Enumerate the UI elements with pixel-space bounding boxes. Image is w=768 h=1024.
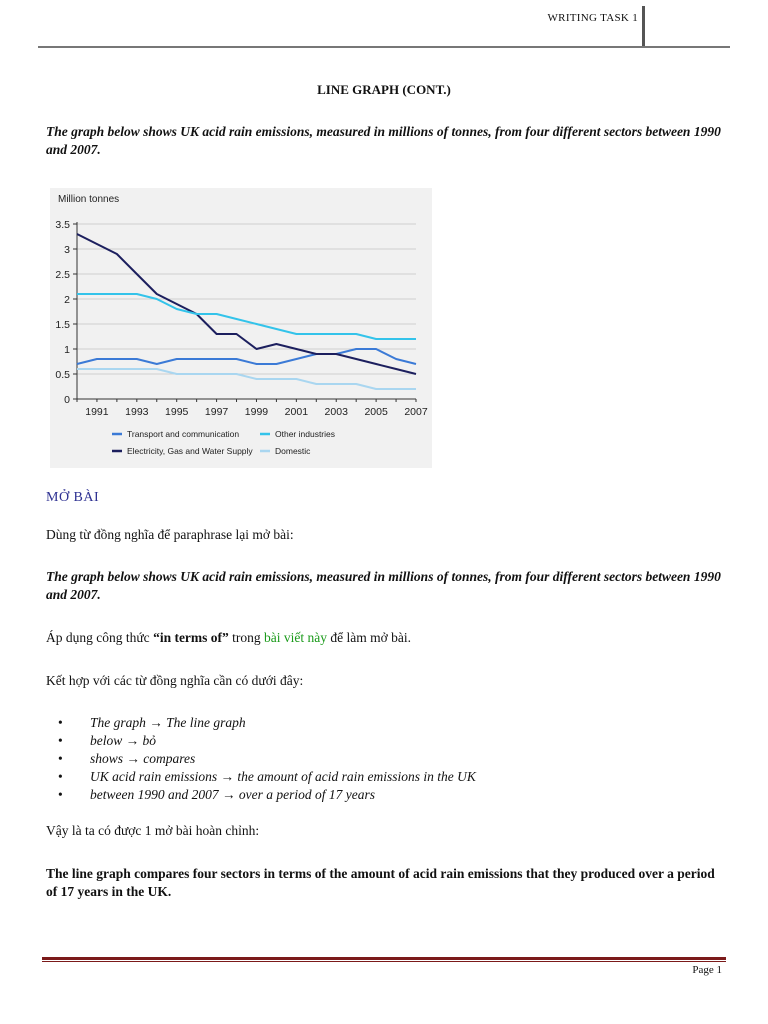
list-item: • below → bỏ [46, 732, 476, 750]
x-tick-label: 2001 [284, 406, 309, 418]
page-title: LINE GRAPH (CONT.) [317, 82, 451, 97]
paragraph-4: Vậy là ta có được 1 mở bài hoàn chỉnh: [46, 823, 260, 838]
y-tick-label: 1 [64, 344, 70, 356]
paragraph-2 [46, 630, 411, 646]
synonym-list [46, 714, 476, 804]
final-intro: The line graph compares four sectors in terms of the amount of acid rain emissions that they produced over a period of 17 years in the UK. [46, 866, 715, 899]
header-rule [38, 46, 730, 48]
y-tick-label: 3.5 [55, 219, 70, 231]
list-item: • UK acid rain emissions → the amount of acid rain emissions in the UK [46, 768, 476, 786]
x-tick-label: 2003 [324, 406, 348, 418]
line-chart [50, 188, 432, 468]
paragraph-3: Kết hợp với các từ đồng nghĩa cần có dưới đây: [46, 673, 304, 688]
x-tick-label: 2005 [364, 406, 388, 418]
legend-label: Electricity, Gas and Water Supply [127, 446, 253, 456]
series-line [77, 234, 416, 374]
header-label: WRITING TASK 1 [547, 12, 638, 24]
y-tick-label: 1.5 [55, 319, 70, 331]
x-tick-label: 1995 [165, 406, 189, 418]
paragraph-2-mid: trong [228, 630, 265, 645]
section-heading: MỞ BÀI [46, 490, 100, 505]
y-tick-label: 0.5 [55, 369, 70, 381]
footer-rule-thin [42, 961, 726, 962]
paragraph-1: Dùng từ đồng nghĩa để paraphrase lại mở bài: [46, 527, 294, 542]
y-tick-label: 2 [64, 294, 70, 306]
list-item: • The graph → The line graph [46, 714, 476, 732]
y-tick-label: 0 [64, 394, 70, 406]
paragraph-2-post: để làm mở bài. [327, 630, 412, 645]
list-item: • between 1990 and 2007 → over a period of 17 years [46, 786, 476, 804]
article-link[interactable]: bài viết này [264, 630, 328, 645]
legend-label: Domestic [275, 446, 311, 456]
y-tick-label: 3 [64, 244, 70, 256]
x-tick-label: 1991 [85, 406, 109, 418]
series-line [77, 369, 416, 389]
y-axis-label: Million tonnes [58, 194, 120, 205]
paragraph-2-pre: Áp dụng công thức [46, 630, 154, 645]
task-prompt: The graph below shows UK acid rain emissions, measured in millions of tonnes, from four different sectors between 1990 and 2007. [46, 124, 721, 157]
y-tick-label: 2.5 [55, 269, 70, 281]
x-tick-label: 1999 [244, 406, 269, 418]
footer-rule [42, 957, 726, 960]
legend-label: Other industries [275, 429, 335, 439]
legend-label: Transport and communication [127, 429, 240, 439]
x-tick-label: 1993 [125, 406, 149, 418]
page-number: Page 1 [692, 964, 722, 976]
chart-svg [50, 188, 432, 468]
header-divider-vertical [642, 6, 645, 48]
list-item: • shows → compares [46, 750, 476, 768]
x-tick-label: 1997 [204, 406, 229, 418]
x-tick-label: 2007 [404, 406, 428, 418]
series-line [77, 294, 416, 339]
paragraph-2-bold: “in terms of” [153, 630, 229, 645]
task-prompt-repeat: The graph below shows UK acid rain emissions, measured in millions of tonnes, from four different sectors between 1990 and 2007. [46, 569, 721, 602]
